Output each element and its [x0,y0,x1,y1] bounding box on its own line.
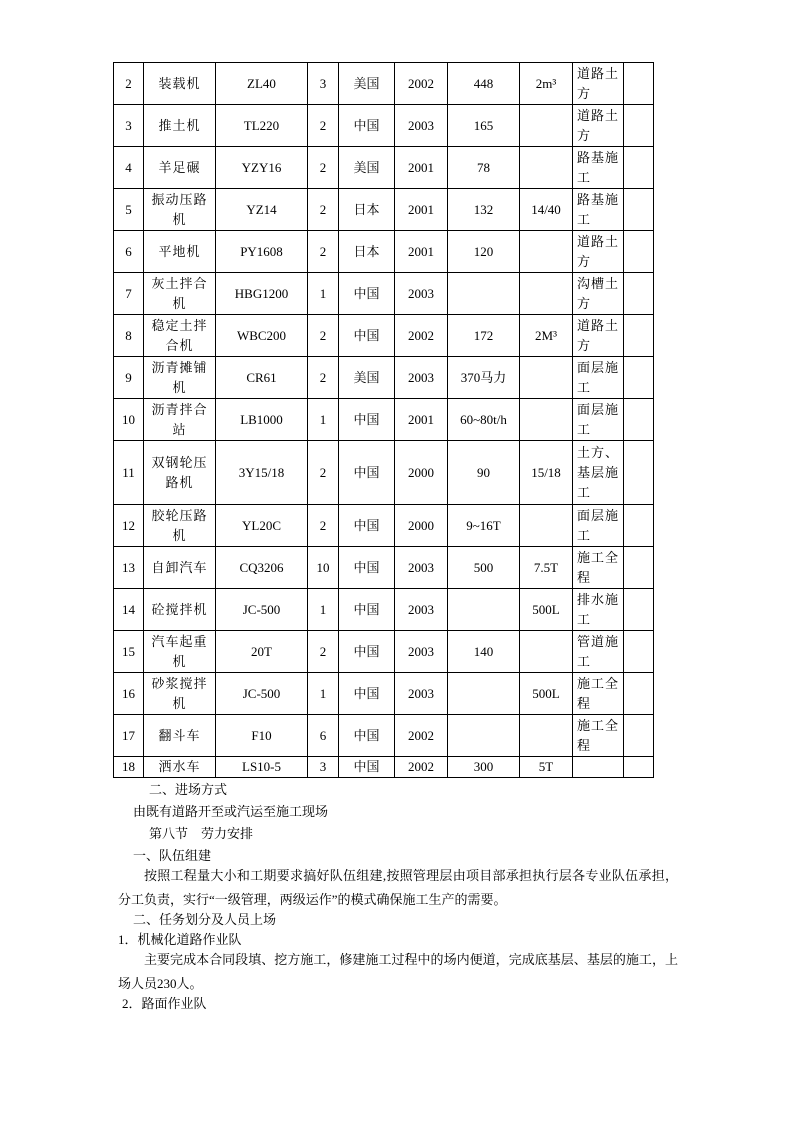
row-number-cell: 15 [114,631,144,673]
equipment-name-cell: 胶轮压路机 [144,505,216,547]
power-cell [448,589,520,631]
quantity-cell: 1 [308,673,339,715]
remark-cell [624,231,654,273]
usage-cell: 面层施工 [573,505,624,547]
quantity-cell: 2 [308,631,339,673]
remark-cell [624,63,654,105]
team-paragraph: 按照工程量大小和工期要求搞好队伍组建,按照管理层由项目部承担执行层各专业队伍承担，分工负责，实行“一级管理，两级运作”的模式确保施工生产的需要。 [118,868,678,907]
remark-cell [624,505,654,547]
remark-cell [624,631,654,673]
model-cell: CR61 [216,357,308,399]
table-row [114,147,654,189]
equipment-name-cell: 平地机 [144,231,216,273]
task-heading: 二、任务划分及人员上场 [133,912,277,927]
quantity-cell: 2 [308,505,339,547]
origin-cell: 中国 [339,399,395,441]
year-cell: 2003 [395,589,448,631]
equipment-name-cell: 翻斗车 [144,715,216,757]
quantity-cell: 1 [308,589,339,631]
table-row [114,757,654,778]
power-cell: 120 [448,231,520,273]
year-cell: 2002 [395,757,448,778]
table-row [114,673,654,715]
remark-cell [624,589,654,631]
model-cell: F10 [216,715,308,757]
section-heading: 第八节 劳力安排 [149,826,254,841]
power-cell: 448 [448,63,520,105]
quantity-cell: 2 [308,441,339,505]
row-number-cell: 12 [114,505,144,547]
table-row [114,715,654,757]
team-heading: 一、队伍组建 [133,848,212,863]
quantity-cell: 3 [308,63,339,105]
quantity-cell: 2 [308,357,339,399]
model-cell: LB1000 [216,399,308,441]
year-cell: 2002 [395,63,448,105]
entry-heading: 二、进场方式 [149,782,228,797]
equipment-table-body [114,63,654,778]
origin-cell: 中国 [339,273,395,315]
quantity-cell: 2 [308,231,339,273]
capacity-cell [520,631,573,673]
table-row [114,631,654,673]
team1-paragraph: 主要完成本合同段填、挖方施工，修建施工过程中的场内便道，完成底基层、基层的施工，上场人员230人。 [118,952,678,991]
year-cell: 2003 [395,547,448,589]
capacity-cell [520,399,573,441]
equipment-name-cell: 自卸汽车 [144,547,216,589]
model-cell: JC-500 [216,589,308,631]
quantity-cell: 2 [308,189,339,231]
equipment-name-cell: 灰土拌合机 [144,273,216,315]
table-row [114,441,654,505]
usage-cell: 路基施工 [573,189,624,231]
power-cell: 370马力 [448,357,520,399]
power-cell: 165 [448,105,520,147]
row-number-cell: 9 [114,357,144,399]
power-cell [448,273,520,315]
origin-cell: 中国 [339,589,395,631]
row-number-cell: 5 [114,189,144,231]
year-cell: 2003 [395,631,448,673]
capacity-cell: 14/40 [520,189,573,231]
equipment-name-cell: 洒水车 [144,757,216,778]
remark-cell [624,757,654,778]
capacity-cell: 5T [520,757,573,778]
power-cell [448,673,520,715]
quantity-cell: 3 [308,757,339,778]
capacity-cell [520,105,573,147]
usage-cell: 排水施工 [573,589,624,631]
table-row [114,315,654,357]
row-number-cell: 13 [114,547,144,589]
model-cell: YZ14 [216,189,308,231]
row-number-cell: 16 [114,673,144,715]
power-cell: 78 [448,147,520,189]
usage-cell: 施工全程 [573,673,624,715]
capacity-cell: 500L [520,673,573,715]
team2-heading: 2．路面作业队 [122,996,207,1011]
equipment-name-cell: 沥青摊铺机 [144,357,216,399]
row-number-cell: 4 [114,147,144,189]
capacity-cell: 7.5T [520,547,573,589]
year-cell: 2001 [395,399,448,441]
capacity-cell: 15/18 [520,441,573,505]
table-row [114,105,654,147]
usage-cell: 道路土方 [573,315,624,357]
quantity-cell: 10 [308,547,339,589]
power-cell: 9~16T [448,505,520,547]
capacity-cell: 2M³ [520,315,573,357]
quantity-cell: 6 [308,715,339,757]
year-cell: 2003 [395,357,448,399]
remark-cell [624,189,654,231]
row-number-cell: 7 [114,273,144,315]
row-number-cell: 8 [114,315,144,357]
usage-cell: 施工全程 [573,547,624,589]
row-number-cell: 14 [114,589,144,631]
model-cell: CQ3206 [216,547,308,589]
quantity-cell: 2 [308,105,339,147]
power-cell: 132 [448,189,520,231]
year-cell: 2003 [395,105,448,147]
capacity-cell: 2m³ [520,63,573,105]
row-number-cell: 17 [114,715,144,757]
table-row [114,589,654,631]
remark-cell [624,441,654,505]
row-number-cell: 3 [114,105,144,147]
capacity-cell [520,505,573,547]
year-cell: 2001 [395,189,448,231]
model-cell: YZY16 [216,147,308,189]
remark-cell [624,147,654,189]
model-cell: HBG1200 [216,273,308,315]
remark-cell [624,273,654,315]
model-cell: ZL40 [216,63,308,105]
row-number-cell: 2 [114,63,144,105]
model-cell: 3Y15/18 [216,441,308,505]
origin-cell: 中国 [339,673,395,715]
row-number-cell: 11 [114,441,144,505]
year-cell: 2001 [395,147,448,189]
usage-cell: 道路土方 [573,63,624,105]
table-row [114,231,654,273]
usage-cell: 沟槽土方 [573,273,624,315]
equipment-name-cell: 沥青拌合站 [144,399,216,441]
usage-cell [573,757,624,778]
capacity-cell [520,147,573,189]
quantity-cell: 1 [308,273,339,315]
year-cell: 2001 [395,231,448,273]
year-cell: 2003 [395,273,448,315]
equipment-name-cell: 稳定土拌合机 [144,315,216,357]
table-row [114,399,654,441]
equipment-name-cell: 砼搅拌机 [144,589,216,631]
power-cell [448,715,520,757]
model-cell: 20T [216,631,308,673]
model-cell: YL20C [216,505,308,547]
origin-cell: 日本 [339,231,395,273]
remark-cell [624,547,654,589]
origin-cell: 中国 [339,757,395,778]
origin-cell: 中国 [339,315,395,357]
origin-cell: 中国 [339,441,395,505]
usage-cell: 面层施工 [573,357,624,399]
usage-cell: 道路土方 [573,231,624,273]
remark-cell [624,105,654,147]
usage-cell: 管道施工 [573,631,624,673]
equipment-name-cell: 振动压路机 [144,189,216,231]
row-number-cell: 6 [114,231,144,273]
usage-cell: 面层施工 [573,399,624,441]
quantity-cell: 2 [308,147,339,189]
capacity-cell [520,231,573,273]
model-cell: WBC200 [216,315,308,357]
model-cell: TL220 [216,105,308,147]
origin-cell: 中国 [339,547,395,589]
table-row [114,273,654,315]
power-cell: 172 [448,315,520,357]
capacity-cell [520,715,573,757]
model-cell: JC-500 [216,673,308,715]
year-cell: 2003 [395,673,448,715]
power-cell: 140 [448,631,520,673]
year-cell: 2002 [395,315,448,357]
year-cell: 2002 [395,715,448,757]
table-row [114,63,654,105]
year-cell: 2000 [395,505,448,547]
entry-body: 由既有道路开至或汽运至施工现场 [133,804,329,819]
origin-cell: 美国 [339,357,395,399]
origin-cell: 中国 [339,505,395,547]
equipment-table [113,62,654,778]
origin-cell: 美国 [339,147,395,189]
capacity-cell: 500L [520,589,573,631]
row-number-cell: 10 [114,399,144,441]
capacity-cell [520,273,573,315]
origin-cell: 美国 [339,63,395,105]
usage-cell: 路基施工 [573,147,624,189]
equipment-name-cell: 推土机 [144,105,216,147]
usage-cell: 土方、基层施工 [573,441,624,505]
table-row [114,505,654,547]
year-cell: 2000 [395,441,448,505]
capacity-cell [520,357,573,399]
origin-cell: 中国 [339,715,395,757]
remark-cell [624,715,654,757]
equipment-name-cell: 汽车起重机 [144,631,216,673]
power-cell: 300 [448,757,520,778]
remark-cell [624,673,654,715]
table-row [114,547,654,589]
equipment-name-cell: 砂浆搅拌机 [144,673,216,715]
table-row [114,189,654,231]
origin-cell: 日本 [339,189,395,231]
power-cell: 90 [448,441,520,505]
row-number-cell: 18 [114,757,144,778]
team1-heading: 1．机械化道路作业队 [118,932,242,947]
equipment-name-cell: 装载机 [144,63,216,105]
usage-cell: 道路土方 [573,105,624,147]
table-row [114,357,654,399]
quantity-cell: 1 [308,399,339,441]
equipment-name-cell: 羊足碾 [144,147,216,189]
equipment-name-cell: 双钢轮压路机 [144,441,216,505]
model-cell: PY1608 [216,231,308,273]
origin-cell: 中国 [339,105,395,147]
remark-cell [624,315,654,357]
usage-cell: 施工全程 [573,715,624,757]
quantity-cell: 2 [308,315,339,357]
remark-cell [624,357,654,399]
remark-cell [624,399,654,441]
origin-cell: 中国 [339,631,395,673]
power-cell: 60~80t/h [448,399,520,441]
power-cell: 500 [448,547,520,589]
model-cell: LS10-5 [216,757,308,778]
